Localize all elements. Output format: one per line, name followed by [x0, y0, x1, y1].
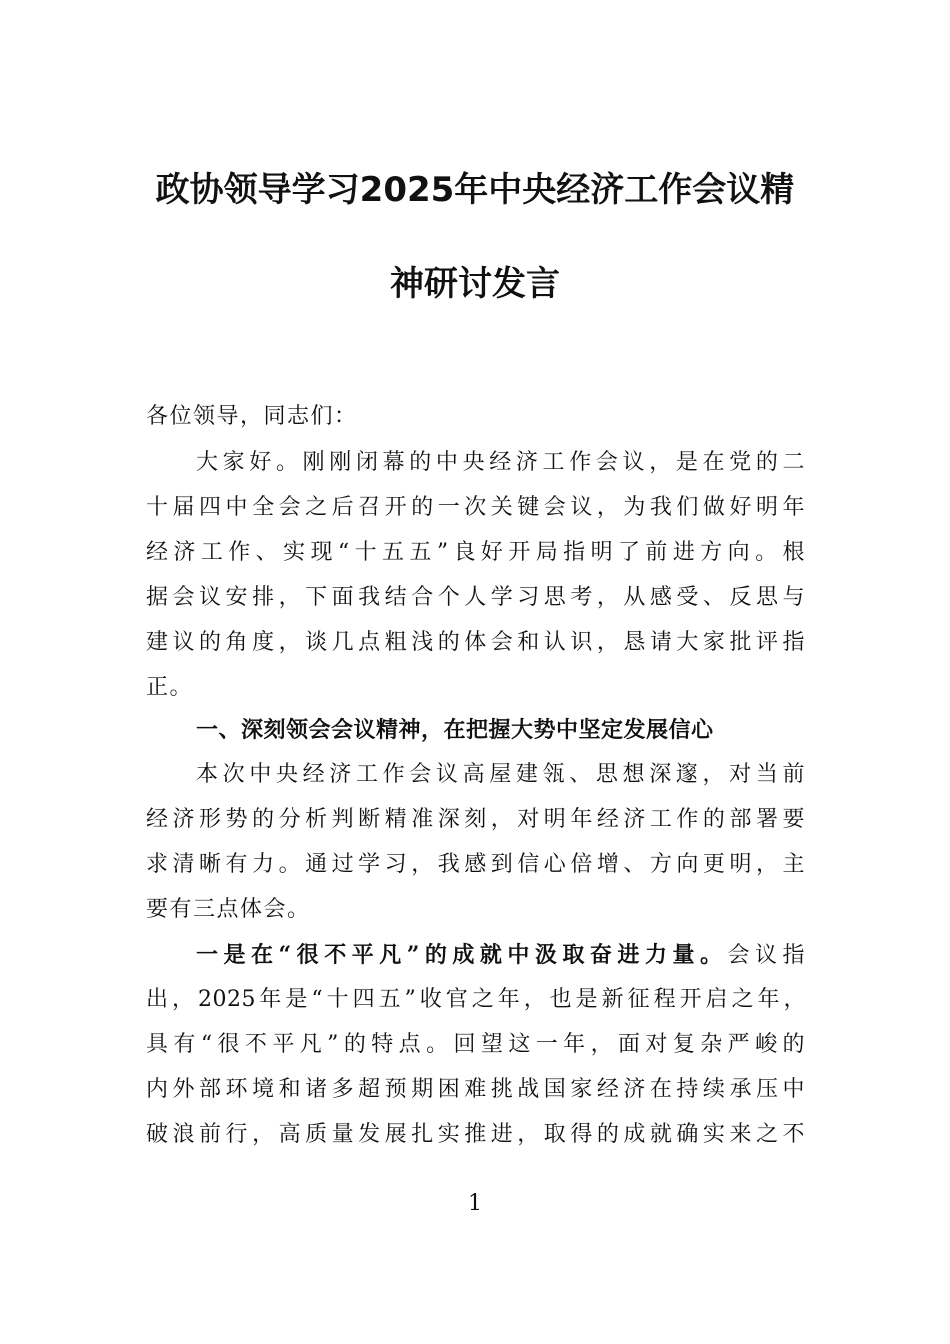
- document-title-line-2: 神研讨发言: [390, 264, 560, 304]
- paragraph-1-line-2: 十届四中全会之后召开的一次关键会议，为我们做好明年: [146, 495, 806, 520]
- paragraph-3-line-4: 内外部环境和诸多超预期困难挑战国家经济在持续承压中: [146, 1077, 806, 1102]
- paragraph-1-line-4: 据会议安排，下面我结合个人学习思考，从感受、反思与: [146, 585, 806, 610]
- paragraph-3-line-5: 破浪前行，高质量发展扎实推进，取得的成就确实来之不: [146, 1122, 806, 1147]
- paragraph-3-line-3: 具有“很不平凡”的特点。回望这一年，面对复杂严峻的: [146, 1032, 806, 1057]
- document-title-line-1: 政协领导学习2025年中央经济工作会议精: [155, 170, 795, 210]
- paragraph-1-line-5: 建议的角度，谈几点粗浅的体会和认识，恳请大家批评指: [146, 630, 806, 655]
- paragraph-3-line-2: 出，2025年是“十四五”收官之年，也是新征程开启之年，: [146, 987, 806, 1012]
- paragraph-2-line-2: 经济形势的分析判断精准深刻，对明年经济工作的部署要: [146, 807, 806, 832]
- paragraph-3-lead-tail: 会议指: [727, 943, 806, 968]
- salutation: 各位领导，同志们：: [146, 404, 358, 429]
- paragraph-3-line-1: [196, 940, 806, 971]
- page-number: 1: [468, 1191, 482, 1216]
- paragraph-2-line-4: 要有三点体会。: [146, 897, 311, 922]
- paragraph-2-line-3: 求清晰有力。通过学习，我感到信心倍增、方向更明，主: [146, 852, 806, 877]
- paragraph-3-bold-lead: 一是在“很不平凡”的成就中汲取奋进力量。: [196, 942, 728, 968]
- paragraph-1-line-6: 正。: [146, 675, 194, 700]
- paragraph-2-line-1: 本次中央经济工作会议高屋建瓴、思想深邃，对当前: [196, 762, 806, 787]
- paragraph-1-line-1: 大家好。刚刚闭幕的中央经济工作会议，是在党的二: [196, 450, 806, 475]
- section-1-heading: 一、深刻领会会议精神，在把握大势中坚定发展信心: [196, 718, 714, 743]
- paragraph-1-line-3: 经济工作、实现“十五五”良好开局指明了前进方向。根: [146, 540, 806, 565]
